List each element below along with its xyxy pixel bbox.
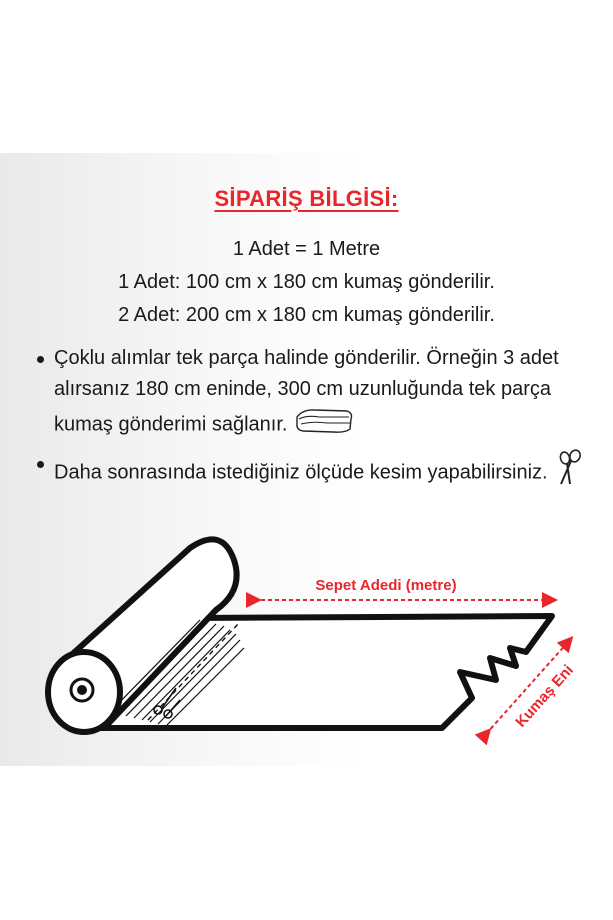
info-line-3: 2 Adet: 200 cm x 180 cm kumaş gönderilir.	[118, 304, 495, 326]
bullet-text: Çoklu alımlar tek parça halinde gönderilir. Örneğin 3 adet alırsanız 180 cm eninde, 300 cm uzunluğunda tek parça kumaş gönderimi sağlanır.	[54, 347, 559, 436]
scissors-icon	[553, 448, 587, 498]
info-line-2: 1 Adet: 100 cm x 180 cm kumaş gönderilir.	[118, 271, 495, 293]
length-label: Sepet Adedi (metre)	[315, 577, 457, 594]
bullet-item	[34, 343, 594, 445]
bullet-item	[34, 448, 594, 498]
page-title: SİPARİŞ BİLGİSİ:	[214, 186, 399, 211]
width-label: Kumaş Eni	[512, 661, 577, 731]
info-line-1: 1 Adet = 1 Metre	[232, 238, 381, 260]
bullet-list	[34, 343, 594, 498]
fabric-roll-diagram	[40, 530, 577, 745]
bullet-text: Daha sonrasında istediğiniz ölçüde kesim yapabilirsiniz.	[54, 461, 548, 484]
folded-fabric-icon	[293, 405, 355, 445]
